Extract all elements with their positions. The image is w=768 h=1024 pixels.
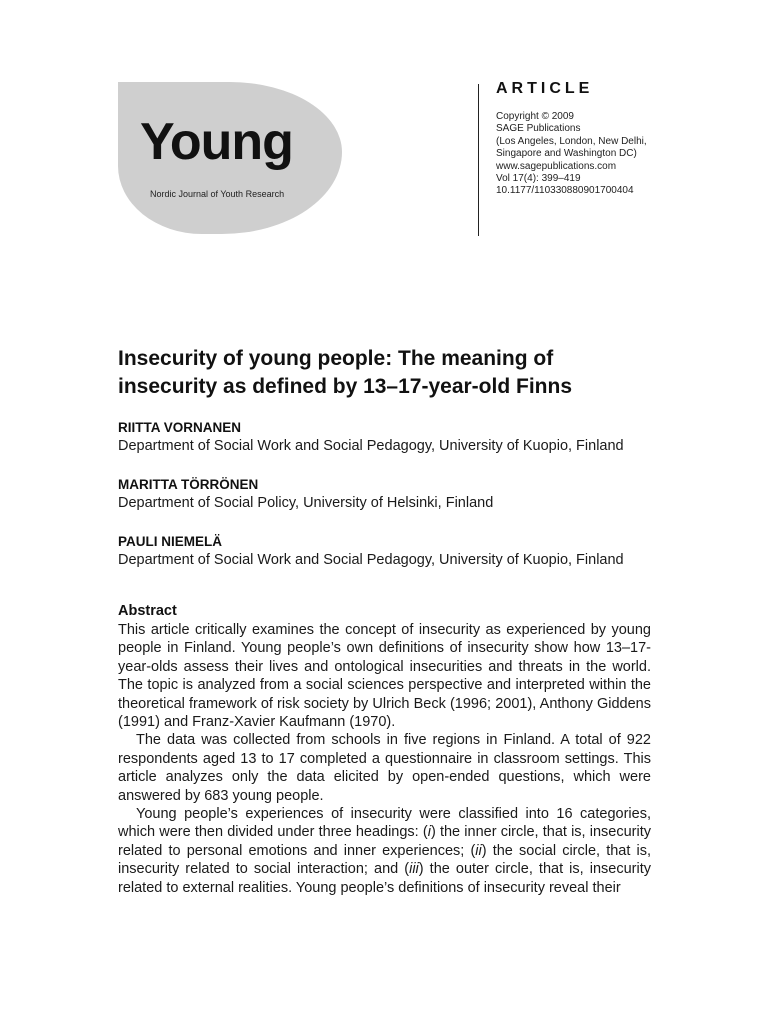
header-divider xyxy=(478,84,479,236)
doi-line: 10.1177/110330880901700404 xyxy=(496,185,634,197)
journal-name: Young xyxy=(140,113,293,171)
list-marker: iii xyxy=(409,861,419,878)
copyright-line: Copyright © 2009 xyxy=(496,111,574,122)
author-block xyxy=(118,533,678,570)
publisher-website: www.sagepublications.com xyxy=(496,160,617,172)
author-affiliation: Department of Social Work and Social Pedagogy, University of Kuopio, Finland xyxy=(118,552,624,568)
author-block xyxy=(118,419,678,456)
abstract-section xyxy=(118,602,651,897)
list-marker: i xyxy=(427,824,431,841)
author-name: MARITTA TÖRRÖNEN xyxy=(118,477,259,492)
abstract-text: ) the social circle, that is, insecurity related to social interaction; and ( xyxy=(118,842,652,878)
abstract-text: ) the outer circle, that is, insecurity related to external realities. Young people’s definitions of insecurity reveal their xyxy=(118,861,651,896)
abstract-text: ) the inner circle, that is, insecurity related to personal emotions and inner experiences; ( xyxy=(118,824,651,859)
abstract-paragraph xyxy=(118,805,651,897)
author-affiliation: Department of Social Work and Social Pedagogy, University of Kuopio, Finland xyxy=(118,438,624,454)
publisher-line: SAGE Publications xyxy=(496,123,581,135)
publication-info xyxy=(496,111,696,198)
author-block xyxy=(118,476,678,513)
volume-line: Vol 17(4): 399–419 xyxy=(496,173,581,185)
abstract-heading: Abstract xyxy=(118,603,177,619)
list-marker: ii xyxy=(475,842,482,859)
journal-subtitle: Nordic Journal of Youth Research xyxy=(150,189,285,199)
publisher-cities-line: (Los Angeles, London, New Delhi, xyxy=(496,135,647,147)
author-affiliation: Department of Social Policy, University of Helsinki, Finland xyxy=(118,495,494,511)
abstract-paragraph: The data was collected from schools in five regions in Finland. A total of 922 respondents aged 13 to 17 completed a questionnaire in classroom settings. This article analyzes only the data elicited by open-ended questions, which were answered by 683 young people. xyxy=(118,732,651,804)
abstract-paragraph: This article critically examines the concept of insecurity as experienced by young people in Finland. Young people’s own definitions of insecurity show how 13–17-year-olds assess their lives and ontological insecurities and threats in the world. The topic is analyzed from a social sciences perspective and interpreted within the theoretical framework of risk society by Ulrich Beck (1996; 2001), Anthony Giddens (1991) and Franz-Xavier Kaufmann (1970). xyxy=(118,622,651,731)
abstract-text: Young people’s experiences of insecurity were classified into 16 categories, which were then divided under three headings: ( xyxy=(118,806,651,841)
author-name: PAULI NIEMELÄ xyxy=(118,534,222,549)
publisher-cities-line-2: Singapore and Washington DC) xyxy=(496,148,637,160)
article-title: Insecurity of young people: The meaning of insecurity as defined by 13–17-year-old Finns xyxy=(118,347,572,398)
article-type-label: ARTICLE xyxy=(496,80,594,97)
author-name: RIITTA VORNANEN xyxy=(118,420,241,435)
